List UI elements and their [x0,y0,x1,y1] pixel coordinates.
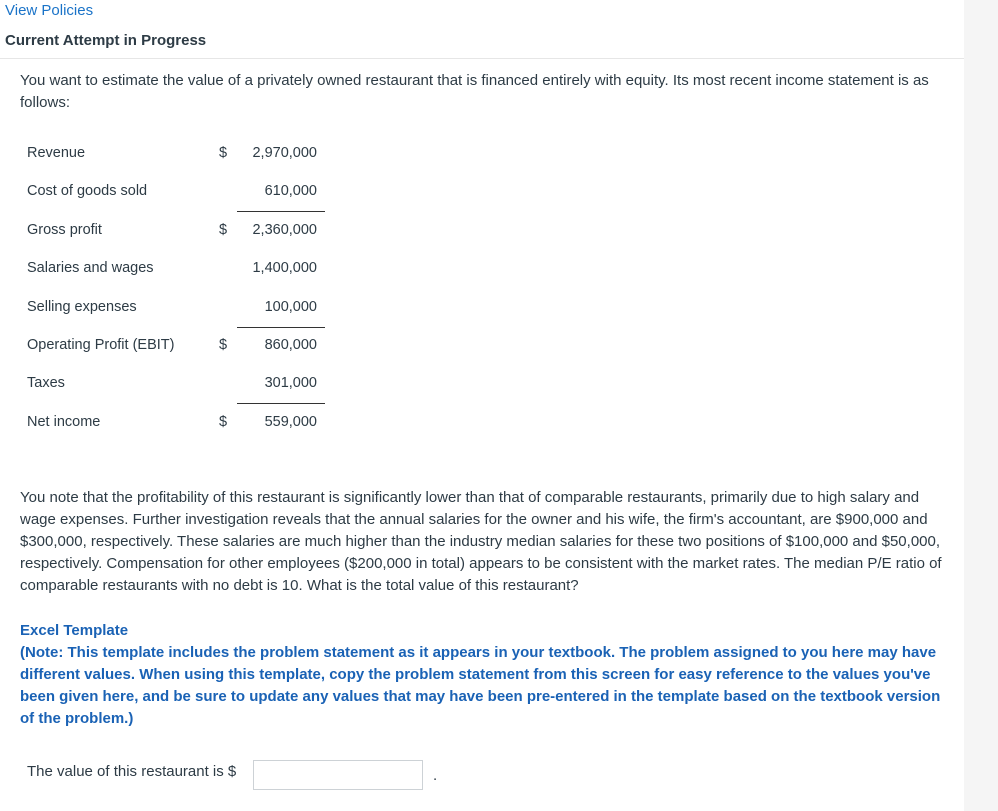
row-amount: 2,970,000 [252,145,317,161]
row-amount: 2,360,000 [252,221,317,238]
statement-row-cogs [27,175,327,213]
statement-row-taxes [27,367,327,405]
statement-row-ebit [27,329,327,367]
row-amount: 1,400,000 [252,260,317,277]
statement-row-revenue [27,137,327,175]
excel-template-block [20,620,955,730]
restaurant-value-input[interactable] [253,760,423,790]
row-label: Operating Profit (EBIT) [27,336,175,353]
question-intro: You want to estimate the value of a privately owned restaurant that is financed entirely with equity. Its most recent income statement is as follows: [20,72,929,111]
dollar-sign: $ [219,221,228,238]
income-statement-table [27,137,327,444]
row-label: Gross profit [27,221,102,238]
row-label: Cost of goods sold [27,183,148,200]
subtotal-rule [237,403,325,404]
header-divider [0,58,964,59]
row-amount: 100,000 [264,298,317,315]
row-amount: 610,000 [264,183,317,200]
view-policies-link[interactable]: View Policies [5,2,94,19]
right-scroll-gutter [964,0,998,811]
row-label: Selling expenses [27,298,137,315]
attempt-status: Current Attempt in Progress [5,32,207,49]
dollar-sign: $ [219,336,228,353]
row-amount: 301,000 [264,375,317,392]
row-label: Net income [27,413,101,430]
row-amount: 559,000 [264,413,317,430]
row-label: Revenue [27,145,86,161]
dollar-sign: $ [219,145,228,161]
statement-row-salaries [27,252,327,290]
answer-label: The value of this restaurant is $ [27,763,237,780]
dollar-sign: $ [219,413,228,430]
row-amount: 860,000 [264,336,317,353]
statement-row-gross-profit [27,214,327,252]
excel-template-link[interactable]: Excel Template [20,622,129,639]
excel-template-note: (Note: This template includes the problem statement as it appears in your textbook. The problem assigned to you here may have different values. When using this template, copy the problem statement from this screen for easy reference to the values you've been given here, and be sure to update any values that may have been pre-entered in the template based on the textbook version of the problem.) [20,644,941,727]
answer-suffix: . [433,767,438,784]
question-body: You note that the profitability of this restaurant is significantly lower than that of comparable restaurants, primarily due to high salary and wage expenses. Further investigation reveals that the annual salaries for the owner and his wife, the firm's accountant, are $900,000 and $300,000, respectively. These salaries are much higher than the industry median salaries for these two positions of $100,000 and $50,000, respectively. Compensation for other employees ($200,000 in total) appears to be consistent with the market rates. The median P/E ratio of comparable restaurants with no debt is 10. What is the total value of this restaurant? [20,489,942,594]
statement-row-selling [27,291,327,329]
subtotal-rule [237,211,325,212]
row-label: Taxes [27,375,65,392]
row-label: Salaries and wages [27,260,154,277]
subtotal-rule [237,327,325,328]
statement-row-net-income [27,406,327,444]
